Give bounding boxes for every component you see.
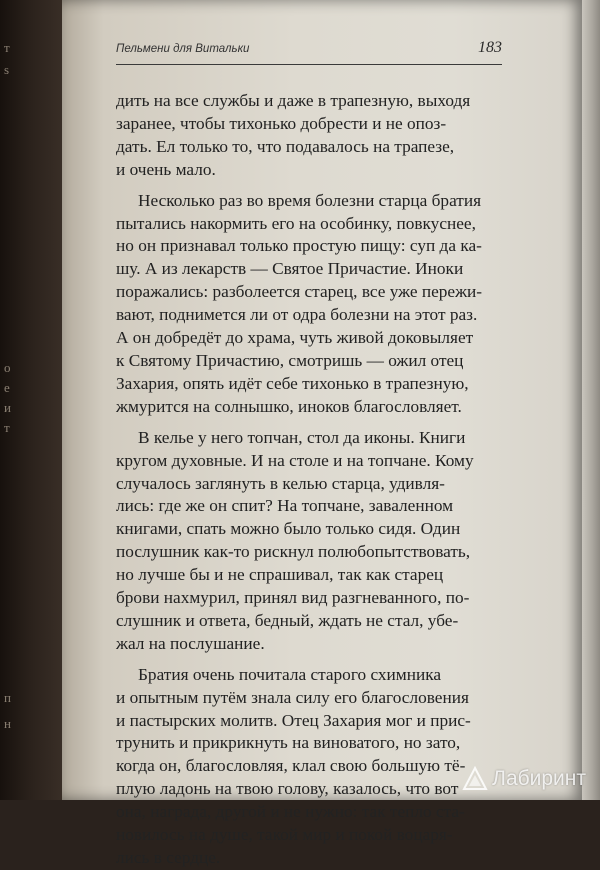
text-line: Братия очень почитала старого схимника [138,664,442,684]
text-line: случалось заглянуть в келью старца, удивля- [116,473,445,493]
paragraph-gap [116,656,506,664]
text-line: А он добредёт до храма, чуть живой доковыляет [116,328,474,348]
spine-fragment: s [4,62,10,77]
text-line: трунить и прикрикнуть на виноватого, но зато, [116,733,461,753]
spine-fragment: и [4,400,11,415]
text-line: В келье у него топчан, стол да иконы. Книги [138,427,466,447]
watermark-text: Лабиринт [492,767,586,790]
paragraph [116,664,506,870]
text-line: и очень мало. [116,159,216,179]
spine-fragment: т [4,40,10,55]
text-line: послушник как-то рискнул полюбопытствовать, [116,542,471,562]
text-line: новилось на душе, такой мир и покой воцаря- [116,825,453,845]
text-line: она, награда, другой и не нужно: так тепло ста- [116,802,465,822]
text-line: лись в сердце. [116,848,221,867]
text-line: заранее, чтобы тихонько добрести и не опоз- [116,113,447,133]
text-line: брови нахмурил, принял вид разгневанного, по- [116,588,470,608]
text-line: Захария, опять идёт себе тихонько в трапезную, [116,373,469,393]
text-line: слушник и ответа, бедный, ждать не стал, убе- [116,610,459,630]
page-edge [582,0,600,800]
labyrinth-logo-icon [462,766,488,792]
text-line: и опытным путём знала силу его благословения [116,687,469,707]
text-line: шу. А из лекарств — Святое Причастие. Иноки [116,259,464,279]
text-line: но лучше бы и не спрашивал, так как старец [116,565,444,585]
text-line: лись: где же он спит? На топчане, заваленном [116,496,454,516]
watermark [462,766,586,792]
text-line: пытались накормить его на особинку, повкуснее, [116,213,476,233]
paragraph-gap [116,419,506,427]
spine-fragment: н [4,716,11,731]
book-spine [0,0,70,800]
spine-fragment: о [4,360,11,375]
text-line: поражались: разболеется старец, все уже пережи- [116,282,483,302]
paragraph [116,427,506,656]
text-line: кругом духовные. И на столе и на топчане. Кому [116,450,474,470]
text-line: жмурится на солнышко, иноков благословляет. [116,396,462,416]
paragraph [116,90,506,182]
running-title: Пельмени для Витальки [116,43,250,55]
text-line: Несколько раз во время болезни старца братия [138,190,482,210]
text-line: и пастырских молитв. Отец Захария мог и прис- [116,710,471,730]
spine-fragment: т [4,420,10,435]
text-line: когда он, благословляя, клал свою большую тё- [116,756,466,776]
paragraph-gap [116,182,506,190]
text-line: книгами, спать можно было только сидя. Один [116,519,461,539]
text-line: дать. Ел только то, что подавалось на трапезе, [116,136,455,156]
text-line: дить на все службы и даже в трапезную, выходя [116,91,471,110]
body-text [116,90,506,870]
spine-fragment: е [4,380,10,395]
text-line: жал на послушание. [116,633,265,653]
paragraph [116,190,506,419]
text-line: плую ладонь на твою голову, казалось, что вот [116,779,459,799]
page-number: 183 [478,39,502,56]
text-line: вают, поднимется ли от одра болезни на этот раз. [116,305,478,325]
running-header [116,38,502,65]
text-line: но он признавал только простую пищу: суп да ка- [116,236,482,256]
spine-fragment: п [4,690,11,705]
text-line: к Святому Причастию, смотришь — ожил отец [116,350,464,370]
